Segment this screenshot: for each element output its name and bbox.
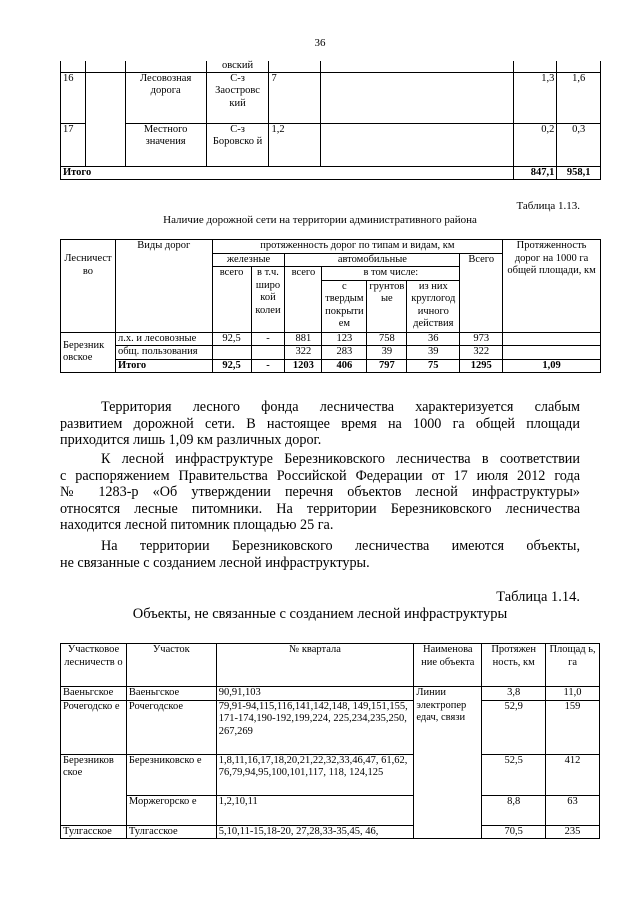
table-row: Тулгасское Тулгасское 5,10,11-15,18-20, 27,28,33-35,45, 46, 70,5 235 — [61, 825, 600, 839]
table-1-14-title: Объекты, не связанные с созданием лесной инфраструктуры — [132, 606, 508, 622]
road-network-table: Лесничест во Виды дорог протяженность дорог по типам и видам, км Протяженность дорог на 1000 га общей площади, км железные автомобильные Всего всего в т.ч. широ кой колеи всего в том числе: с твердым покрыти ем грунтов ые из них круглогод ичного действия Березник овское л.х. и лесовозные 92,5 - 881 123 758 36 973 общ. пользования 322 283 39 39 322 Итого 92,5 - 1203 406 797 75 1295 1,09 — [60, 239, 601, 373]
paragraph-non-infrastructure: На территории Березниковского лесничества имеются объекты, не связанные с созданием лесной инфраструктуры. — [60, 538, 580, 571]
page-number: 36 — [314, 37, 326, 49]
total-row: Итого 92,5 - 1203 406 797 75 1295 1,09 — [61, 359, 601, 373]
table-1-13-label: Таблица 1.13. — [516, 200, 580, 212]
table-row: 17 Местного значения С-з Боровско й 1,2 0,2 0,3 — [61, 123, 601, 166]
table-row: 16 Лесовозная дорога С-з Заостровс кий 7 1,3 1,6 — [61, 72, 601, 123]
table-row: Рочегодско е Рочегодское 79,91-94,115,116,141,142,148, 149,151,155, 171-174,190-192,199,224, 225,234,235,250, 267,269 52,9 159 — [61, 700, 600, 754]
table-row: Березников ское Березниковско е 1,8,11,16,17,18,20,21,22,32,33,46,47, 61,62, 76,79,94,95,100,101,117, 118, 124,125 52,5 412 — [61, 754, 600, 795]
non-infrastructure-objects-table: Участковое лесничеств о Участок № квартала Наименова ние объекта Протяжен ность, км Площад ь, га Ваеньгское Ваеньгское 90,91,103 Линии электропер едач, связи 3,8 11,0 Рочегодско е Рочегодское 79,91-94,115,116,141,142,148, 149,151,155, 171-174,190-192,199,224, 225,234,235,250, 267,269 52,9 159 Березников ское Березниковско е 1,8,11,16,17,18,20,21,22,32,33,46,47, 61,62, 76,79,94,95,100,101,117, 118, 124,125 52,5 412 Моржегорско е 1,2,10,11 8,8 63 Тулгасское Тулгасское 5,10,11-15,18-20, 27,28,33-35,45, 46, 70,5 235 — [60, 643, 600, 839]
header-fragment: овский — [206, 61, 269, 72]
paragraph-road-density: Территория лесного фонда лесничества характеризуется слабым развитием дорожной сети. В настоящее время на 1000 га общей площади приходится лишь 1,09 км различных дорог. — [60, 399, 580, 448]
roads-continuation-table — [60, 61, 601, 180]
paragraph-infrastructure: К лесной инфраструктуре Березниковского лесничества в соответствии с распоряжением Правительства Российской Федерации от 17 июля 2012 года № 1283-р «Об утверждении перечня объектов лесной инфраструктуры» относятся лесные питомники. На территории Березниковского лесничества находится лесной питомник площадью 25 га. — [60, 451, 580, 533]
table-1-13-title: Наличие дорожной сети на территории административного района — [163, 214, 477, 226]
table-row: общ. пользования 322 283 39 39 322 — [61, 346, 601, 360]
table-row: Моржегорско е 1,2,10,11 8,8 63 — [61, 795, 600, 825]
table-row: Березник овское л.х. и лесовозные 92,5 - 881 123 758 36 973 — [61, 332, 601, 346]
total-row: Итого 847,1 958,1 — [61, 166, 601, 180]
table-1-14-label: Таблица 1.14. — [496, 589, 580, 605]
table-row: Ваеньгское Ваеньгское 90,91,103 Линии электропер едач, связи 3,8 11,0 — [61, 687, 600, 701]
